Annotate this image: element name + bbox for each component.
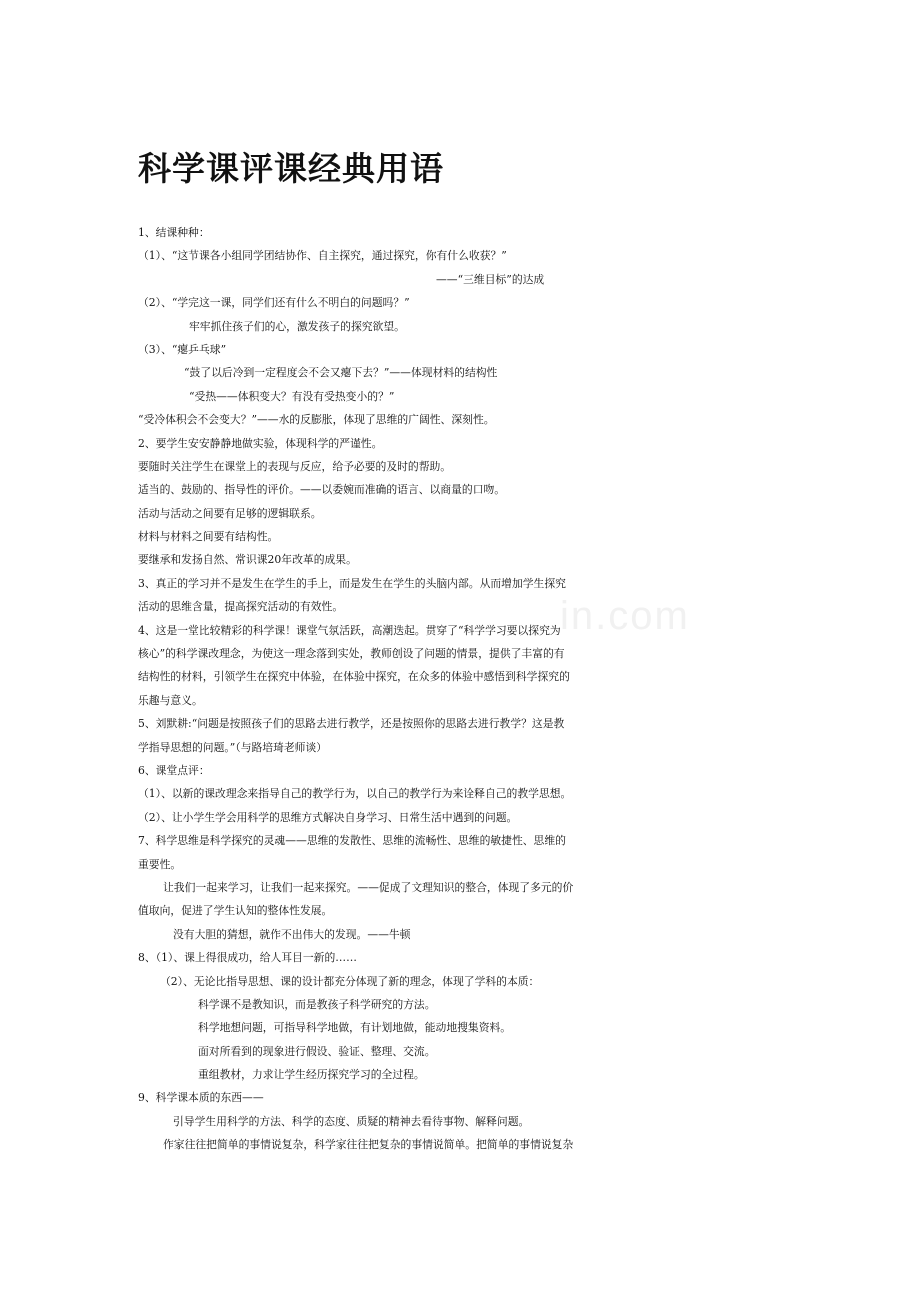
page-title: 科学课评课经典用语 [138,149,444,188]
text-line: 8、（1）、课上得很成功，给人耳目一新的…… [138,951,357,965]
text-line: 学指导思想的问题。”（与路培琦老师谈） [138,740,328,754]
text-line: 3、真正的学习并不是发生在学生的手上，而是发生在学生的头脑内部。从而增加学生探究 [138,576,566,590]
text-line: 没有大胆的猜想，就作不出伟大的发现。——牛顿 [173,927,411,941]
text-line: 值取向，促进了学生认知的整体性发展。 [138,904,333,918]
text-line: 引导学生用科学的方法、科学的态度、质疑的精神去看待事物、解释问题。 [173,1114,530,1128]
text-line: 5、刘默耕:“问题是按照孩子们的思路去进行教学，还是按照你的思路去进行教学？这是教 [138,717,565,731]
text-line: ——“三维目标”的达成 [436,272,545,286]
text-line: （2）、无论比指导思想、课的设计都充分体现了新的理念，体现了学科的本质： [160,974,540,988]
text-line: 要继承和发扬自然、常识课20年改革的成果。 [138,553,357,567]
text-line: “受热——体积变大？有没有受热变小的？” [189,389,395,403]
text-line: 乐趣与意义。 [138,693,203,707]
text-line: 适当的、鼓励的、指导性的评价。——以委婉而准确的语言、以商量的口吻。 [138,483,506,497]
text-line: 2、要学生安安静静地做实验，体现科学的严谨性。 [138,436,383,450]
text-line: 让我们一起来学习，让我们一起来探究。——促成了文理知识的整合，体现了多元的价 [163,880,574,894]
text-line: 材料与材料之间要有结构性。 [138,530,279,544]
text-line: “鼓了以后冷到一定程度会不会又瘪下去？”——体现材料的结构性 [184,366,498,380]
text-line: 重组教材，力求让学生经历探究学习的全过程。 [198,1068,425,1082]
text-line: （2）、“学完这一课，同学们还有什么不明白的问题吗？” [138,296,410,310]
text-line: 核心”的科学课改理念，为使这一理念落到实处，教师创设了问题的情景，提供了丰富的有 [138,647,565,661]
text-line: 重要性。 [138,857,182,871]
text-line: 4、这是一堂比较精彩的科学课！课堂气氛活跃，高潮迭起。贯穿了“科学学习要以探究为 [138,623,561,637]
text-line: “受冷体积会不会变大？”——水的反膨胀，体现了思维的广阔性、深刻性。 [138,413,495,427]
text-line: 6、课堂点评： [138,763,210,777]
text-line: 7、科学思维是科学探究的灵魂——思维的发散性、思维的流畅性、思维的敏捷性、思维的 [138,834,566,848]
text-line: 活动的思维含量，提高探究活动的有效性。 [138,600,344,614]
text-line: （1）、以新的课改理念来指导自己的教学行为，以自己的教学行为来诠释自己的教学思想。 [138,787,572,801]
text-line: 牢牢抓住孩子们的心，激发孩子的探究欲望。 [189,319,405,333]
text-line: （3）、“瘪乒乓球” [138,342,227,356]
text-line: （1）、“这节课各小组同学团结协作、自主探究，通过探究，你有什么收获？” [138,249,507,263]
text-line: （2）、让小学生学会用科学的思维方式解决自身学习、日常生活中遇到的问题。 [138,810,518,824]
document-body [0,221,920,1157]
text-line: 9、科学课本质的东西—— [138,1091,264,1105]
watermark: in.com [560,594,690,638]
text-line: 科学课不是教知识，而是教孩子科学研究的方法。 [198,997,436,1011]
text-line: 结构性的材料，引领学生在探究中体验，在体验中探究，在众多的体验中感悟到科学探究的 [138,670,570,684]
text-line: 1、结课种种： [138,226,210,239]
text-line: 作家往往把简单的事情说复杂，科学家往往把复杂的事情说简单。把简单的事情说复杂 [163,1138,574,1152]
text-line: 科学地想问题，可指导科学地做，有计划地做，能动地搜集资料。 [198,1021,512,1035]
text-line: 活动与活动之间要有足够的逻辑联系。 [138,506,322,520]
text-line: 面对所看到的现象进行假设、验证、整理、交流。 [198,1044,436,1058]
text-line: 要随时关注学生在课堂上的表现与反应，给予必要的及时的帮助。 [138,459,452,473]
